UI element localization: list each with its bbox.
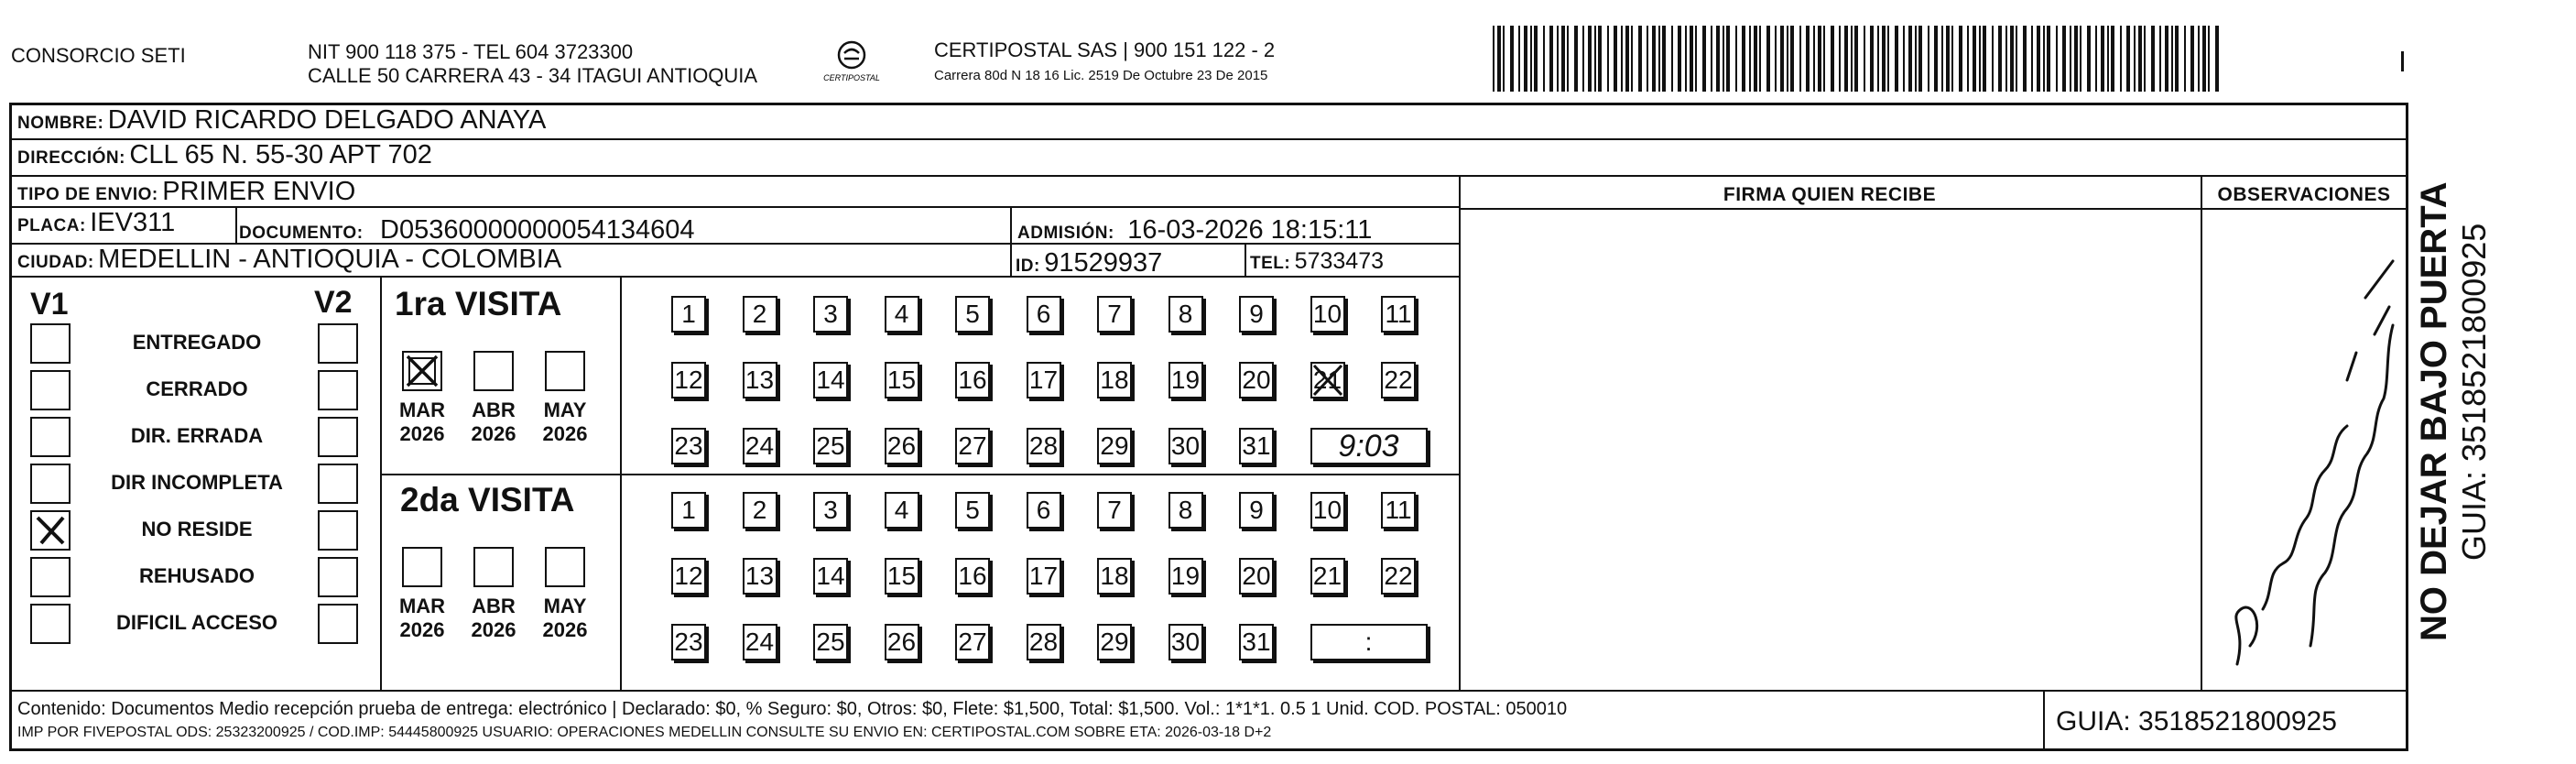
day-box[interactable]: 15 [885,362,919,398]
day-box[interactable]: 21 [1310,558,1345,595]
v1-checkbox[interactable] [30,557,71,597]
barcode-bar [2175,26,2179,92]
day-box[interactable] [1310,362,1345,398]
day-box[interactable]: 8 [1168,296,1203,333]
v1-checkbox[interactable] [30,323,71,364]
month-name: MAY [543,595,587,617]
certipostal-logo [813,37,890,88]
day-box[interactable]: 22 [1381,362,1416,398]
month-label [395,595,450,642]
barcode-bar [1851,26,1853,92]
day-box[interactable]: 16 [955,362,990,398]
day-box[interactable]: 8 [1168,492,1203,529]
barcode-bar [1503,26,1505,92]
barcode-bar [1534,26,1538,92]
v1-checkbox[interactable] [30,370,71,410]
shipping-label [9,103,2408,751]
barcode-bar [1671,26,1673,92]
day-box[interactable]: 13 [743,558,777,595]
day-box[interactable]: 27 [955,428,990,464]
direccion-value: CLL 65 N. 55-30 APT 702 [129,140,432,169]
barcode-bar [1973,26,1976,92]
barcode-bar [1647,26,1648,92]
day-box[interactable]: 18 [1097,362,1132,398]
day-box[interactable]: 1 [671,296,706,333]
month-label [538,398,592,446]
day-box[interactable]: 3 [813,296,848,333]
barcode-bar [2005,26,2007,92]
carrier-name: CERTIPOSTAL SAS | 900 151 122 - 2 [934,38,1276,61]
month-checkbox[interactable] [402,351,442,391]
v1-checkbox[interactable] [30,464,71,504]
barcode-bar [1854,26,1858,92]
barcode-bar [2080,26,2081,92]
barcode-bar [1870,26,1874,92]
day-box[interactable]: 31 [1239,624,1274,660]
v2-checkbox[interactable] [318,557,358,597]
barcode-bar [1959,26,1962,92]
barcode-bar [1723,26,1724,92]
barcode-bar [2190,26,2194,92]
barcode-bar [2031,26,2033,92]
day-box[interactable]: 7 [1097,296,1132,333]
day-box[interactable]: 4 [885,296,919,333]
company-address: CALLE 50 CARRERA 43 - 34 ITAGUI ANTIOQUIA [308,64,758,87]
v2-checkbox[interactable] [318,417,358,457]
day-box[interactable]: 28 [1027,624,1061,660]
nombre-row [12,105,2406,140]
v2-checkbox[interactable] [318,464,358,504]
barcode-bar [1787,26,1788,92]
day-box[interactable]: 9 [1239,296,1274,333]
day-box[interactable]: 14 [813,362,848,398]
time-box[interactable]: : [1310,624,1428,660]
barcode-bar [1678,26,1681,92]
month-year: 2026 [542,422,588,445]
month-year: 2026 [471,422,516,445]
signature-area[interactable] [1461,210,2199,688]
barcode [1493,26,2225,92]
day-box[interactable]: 26 [885,624,919,660]
day-number: 21 [1312,366,1342,394]
barcode-bar [1735,26,1737,92]
status-label: ENTREGADO [132,331,262,354]
day-box[interactable]: 25 [813,428,848,464]
barcode-bar [1742,26,1745,92]
barcode-bar [1510,26,1514,92]
day-box[interactable]: 4 [885,492,919,529]
day-box[interactable]: 10 [1310,492,1345,529]
day-box[interactable]: 6 [1027,492,1061,529]
admision-label: ADMISIÓN: [1017,224,1114,243]
tel-value: 5733473 [1294,248,1384,274]
barcode-bar [1607,26,1609,92]
tipo-row [12,177,1459,208]
barcode-bar [1806,26,1810,92]
v2-checkbox[interactable] [318,323,358,364]
barcode-bar [2101,26,2104,92]
barcode-bar [1895,26,1898,92]
barcode-bar [2134,26,2136,92]
barcode-bar [2198,26,2200,92]
day-box[interactable]: 17 [1027,362,1061,398]
barcode-bar [2107,26,2109,92]
month-label [538,595,592,642]
day-box[interactable]: 3 [813,492,848,529]
barcode-bar [2023,26,2027,92]
barcode-bar [2171,26,2173,92]
documento-value: D05360000000054134604 [380,215,695,245]
month-year: 2026 [399,422,445,445]
barcode-bar [1652,26,1656,92]
barcode-bar [1594,26,1596,92]
barcode-bar [1983,26,1986,92]
firma-label: FIRMA QUIEN RECIBE [1723,184,1937,205]
barcode-bar [2010,26,2014,92]
visit2-title: 2da VISITA [400,481,575,518]
barcode-bar [2208,26,2210,92]
barcode-bar [2215,26,2219,92]
barcode-bar [1582,26,1584,92]
status-label: DIFICIL ACCESO [115,611,277,634]
day-box[interactable]: 5 [955,492,990,529]
day-box[interactable]: 30 [1168,428,1203,464]
day-box[interactable]: 14 [813,558,848,595]
barcode-bar [1951,26,1953,92]
barcode-bar [2074,26,2078,92]
barcode-bar [1749,26,1751,92]
direccion-row [12,140,2406,177]
barcode-bar [1844,26,1848,92]
month-label [466,595,521,642]
barcode-bar [1882,26,1886,92]
barcode-bar [1799,26,1801,92]
nombre-label: NOMBRE: [17,114,104,133]
barcode-bar [1823,26,1825,92]
day-box[interactable]: 16 [955,558,990,595]
v2-checkbox[interactable] [318,510,358,551]
tipo-value: PRIMER ENVIO [162,177,356,206]
footer-contenido: Contenido: Documentos Medio recepción prueba de entrega: electrónico | Declarado: $0, % Seguro: $0, Otros: $0, Flete: $1,500, Total: $1,500. Vol.: 1*1*1. 0.5 1 Unid. COD. POSTAL: 050010 [17,699,1568,719]
barcode-bar [1530,26,1532,92]
barcode-bar [2070,26,2071,92]
visit1-title: 1ra VISITA [395,285,562,322]
day-box[interactable]: 2 [743,492,777,529]
day-box[interactable]: 13 [743,362,777,398]
barcode-bar [1716,26,1720,92]
v2-label: V2 [314,285,353,320]
barcode-bar [2111,26,2114,92]
barcode-bar [1574,26,1578,92]
month-checkbox[interactable] [545,351,585,391]
barcode-bar [1887,26,1889,92]
month-checkbox[interactable] [473,351,514,391]
day-box[interactable]: 22 [1381,558,1416,595]
company-nit: NIT 900 118 375 - TEL 604 3723300 [308,40,634,63]
status-label: NO RESIDE [141,518,253,540]
status-label: REHUSADO [139,564,255,587]
tipo-label: TIPO DE ENVIO: [17,185,158,204]
month-label [466,398,521,446]
day-box[interactable]: 6 [1027,296,1061,333]
v1-label: V1 [30,287,69,322]
nombre-value: DAVID RICARDO DELGADO ANAYA [107,105,547,135]
barcode-bar [1518,26,1520,92]
day-box[interactable]: 25 [813,624,848,660]
divider [235,208,237,245]
id-label: ID: [1016,256,1040,276]
v2-checkbox[interactable] [318,370,358,410]
barcode-bar [1493,26,1495,92]
day-box[interactable]: 1 [671,492,706,529]
day-box[interactable]: 12 [671,558,706,595]
barcode-bar [1726,26,1730,92]
day-box[interactable]: 23 [671,428,706,464]
divider [620,278,622,690]
day-box[interactable]: 11 [1381,296,1416,333]
day-box[interactable]: 19 [1168,362,1203,398]
carrier-license: Carrera 80d N 18 16 Lic. 2519 De Octubre 23 De 2015 [934,68,1268,83]
day-box[interactable]: 15 [885,558,919,595]
day-box[interactable]: 30 [1168,624,1203,660]
day-box[interactable]: 20 [1239,362,1274,398]
day-box[interactable]: 9 [1239,492,1274,529]
footer-imp: IMP POR FIVEPOSTAL ODS: 25323200925 / COD.IMP: 54445800925 USUARIO: OPERACIONES MEDELLIN CONSULTE SU ENVIO EN: CERTIPOSTAL.COM SOBRE ETA: 2026-03-18 D+2 [17,725,1272,740]
edge-mark [2401,51,2404,71]
barcode-bar [1813,26,1815,92]
barcode-bar [2056,26,2058,92]
id-field [1016,248,1162,278]
barcode-bar [2126,26,2130,92]
direccion-label: DIRECCIÓN: [17,148,125,168]
side-guia-wrap [2456,158,2493,561]
month-name: MAR [398,595,446,617]
barcode-bar [2184,26,2186,92]
barcode-bar [2151,26,2155,92]
barcode-bar [1543,26,1545,92]
side-warning: NO DEJAR BAJO PUERTA [2414,181,2454,641]
day-box[interactable]: 24 [743,428,777,464]
month-name: ABR [472,595,516,617]
barcode-bar [2016,26,2017,92]
barcode-bar [1864,26,1865,92]
documento-field [239,215,695,246]
barcode-bar [2037,26,2040,92]
v1-checkbox[interactable] [30,510,71,551]
divider [2043,690,2045,748]
placa-label: PLACA: [17,216,86,235]
divider [380,474,1459,475]
barcode-bar [1524,26,1527,92]
barcode-bar [2047,26,2050,92]
barcode-bar [1780,26,1784,92]
barcode-bar [2120,26,2122,92]
v2-checkbox[interactable] [318,604,358,644]
status-label: DIR INCOMPLETA [111,471,283,494]
barcode-bar [1658,26,1660,92]
barcode-bar [2159,26,2161,92]
divider [2201,177,2202,690]
month-year: 2026 [471,618,516,641]
day-box[interactable]: 28 [1027,428,1061,464]
barcode-bar [1561,26,1565,92]
barcode-bar [1625,26,1629,92]
day-box[interactable]: 26 [885,428,919,464]
placa-value: IEV311 [90,208,176,237]
status-label: DIR. ERRADA [130,424,264,447]
day-box[interactable]: 10 [1310,296,1345,333]
barcode-bar [2095,26,2097,92]
barcode-bar [1549,26,1553,92]
barcode-bar [1497,26,1501,92]
divider [1245,245,1246,278]
day-box[interactable]: 23 [671,624,706,660]
barcode-bar [1941,26,1943,92]
barcode-bar [1831,26,1834,92]
barcode-bar [1790,26,1794,92]
barcode-bar [1711,26,1712,92]
side-guia: GUIA: 3518521800925 [2455,223,2493,561]
barcode-bar [1702,26,1706,92]
barcode-bar [1877,26,1879,92]
month-label [395,398,450,446]
ciudad-value: MEDELLIN - ANTIOQUIA - COLOMBIA [98,245,562,274]
barcode-bar [1621,26,1623,92]
company-name: CONSORCIO SETI [11,44,186,67]
barcode-bar [1818,26,1821,92]
observaciones-handwriting [2210,243,2402,673]
day-box[interactable]: 18 [1097,558,1132,595]
barcode-bar [1685,26,1687,92]
barcode-bar [1946,26,1950,92]
tel-label: TEL: [1250,254,1291,273]
id-value: 91529937 [1044,248,1163,278]
divider [380,278,382,690]
tel-field [1250,248,1384,275]
barcode-bar [1638,26,1642,92]
day-box[interactable]: 2 [743,296,777,333]
barcode-bar [1759,26,1761,92]
v1-checkbox[interactable] [30,604,71,644]
barcode-bar [1918,26,1922,92]
barcode-bar [1588,26,1592,92]
footer-guia: GUIA: 3518521800925 [2056,706,2337,737]
day-box[interactable]: 24 [743,624,777,660]
barcode-bar [2043,26,2045,92]
day-box[interactable]: 5 [955,296,990,333]
barcode-bar [1614,26,1617,92]
admision-field [1017,215,1372,246]
barcode-bar [1690,26,1693,92]
status-label: CERRADO [146,377,248,400]
day-box[interactable]: 19 [1168,558,1203,595]
barcode-bar [1928,26,1929,92]
barcode-bar [1998,26,2002,92]
barcode-bar [1766,26,1770,92]
time-box[interactable]: 9:03 [1310,428,1428,464]
month-name: ABR [472,398,516,421]
documento-label: DOCUMENTO: [239,224,364,243]
day-box[interactable]: 7 [1097,492,1132,529]
barcode-bar [1754,26,1757,92]
day-box[interactable]: 29 [1097,428,1132,464]
month-checkbox[interactable] [402,547,442,587]
barcode-bar [1967,26,1969,92]
ciudad-label: CIUDAD: [17,253,94,272]
v1-checkbox[interactable] [30,417,71,457]
barcode-bar [1839,26,1841,92]
barcode-bar [2202,26,2206,92]
barcode-bar [1992,26,1994,92]
month-checkbox[interactable] [545,547,585,587]
barcode-bar [2165,26,2168,92]
barcode-bar [1903,26,1905,92]
month-name: MAR [398,398,446,421]
divider [12,690,2406,692]
ciudad-row [12,245,1459,278]
barcode-bar [2087,26,2091,92]
barcode-bar [1908,26,1912,92]
month-year: 2026 [542,618,588,641]
barcode-bar [1775,26,1777,92]
day-box[interactable]: 17 [1027,558,1061,595]
svg-text:CERTIPOSTAL: CERTIPOSTAL [823,73,880,82]
barcode-bar [1934,26,1938,92]
month-year: 2026 [399,618,445,641]
day-box[interactable]: 29 [1097,624,1132,660]
day-box[interactable]: 11 [1381,492,1416,529]
admision-value: 16-03-2026 18:15:11 [1127,215,1373,245]
day-box[interactable]: 20 [1239,558,1274,595]
day-box[interactable]: 27 [955,624,990,660]
barcode-bar [1662,26,1666,92]
day-box[interactable]: 31 [1239,428,1274,464]
barcode-bar [1557,26,1559,92]
barcode-bar [1567,26,1569,92]
barcode-bar [2062,26,2066,92]
barcode-bar [1598,26,1602,92]
month-checkbox[interactable] [473,547,514,587]
barcode-bar [1915,26,1917,92]
barcode-bar [1695,26,1697,92]
observaciones-label: OBSERVACIONES [2217,184,2391,205]
barcode-bar [1631,26,1633,92]
month-name: MAY [543,398,587,421]
barcode-bar [2144,26,2146,92]
barcode-bar [1979,26,1981,92]
day-box[interactable]: 12 [671,362,706,398]
barcode-bar [2138,26,2142,92]
